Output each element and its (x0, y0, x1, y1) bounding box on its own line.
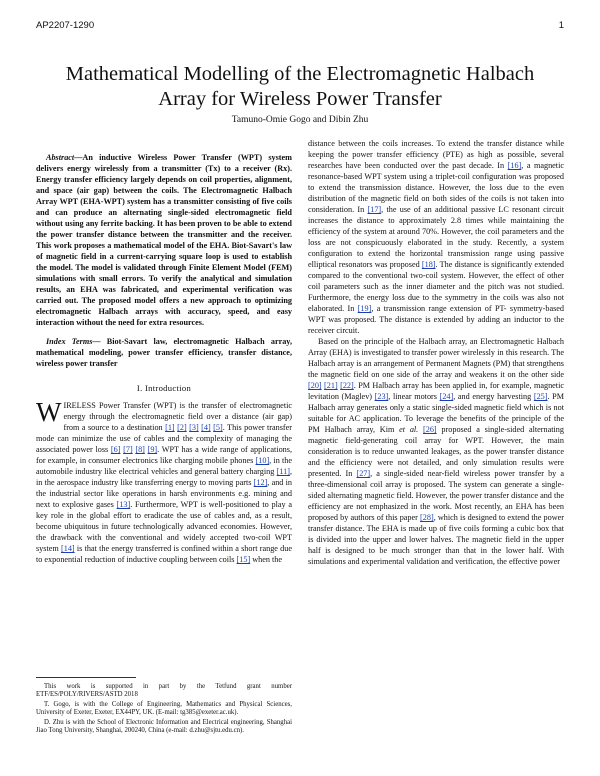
citation-link[interactable]: [18] (421, 260, 436, 269)
paper-title: Mathematical Modelling of the Electromagnetic Halbach Array for Wireless Power Transfer (65, 63, 535, 110)
footnote-author-zhu: D. Zhu is with the School of Electronic Information and Electrical engineering, Shanghai Jiao Tong University, Shanghai, 200240, China (e-mail: d.zhu@sjtu.edu.cn). (36, 718, 292, 735)
citation-link[interactable]: [9] (147, 445, 158, 454)
abstract-text: —An inductive Wireless Power Transfer (WPT) system delivers energy wirelessly from a transmitter (Tx) to a receiver (Rx). Energy transfer efficiency largely depends on coil properties, alignment, and space (air gap) between the coils. The Electromagnetic Halbach Array WPT (EHA-WPT) system has a transmitter consisting of five coils and can produce an alternating single-sided electromagnetic field without using any ferrite backing. It has been proven to be able to extend the power transfer distance between the transmitter and the receiver. This work proposes a mathematical model of the EHA. Biot-Savart's law of magnetic field in a current-carrying square loop is used to establish the model. The model is validated through Finite Element Model (FEM) simulations with small errors. To verify the analytical and simulation results, an EHA was fabricated, and experimental verification was carried out. The proposed model offers a new approach to optimizing electromagnetic Halbach arrays with accuracy, speed, and easy interaction without the need for extra resources. (36, 153, 292, 327)
right-paragraph-2 (308, 336, 564, 567)
citation-link[interactable]: [7] (123, 445, 133, 454)
citation-link[interactable]: [25] (533, 392, 548, 401)
citation-link[interactable]: [27] (356, 469, 371, 478)
footnote-rule (36, 677, 136, 678)
citation-link[interactable]: [17] (367, 205, 382, 214)
right-paragraph-1-text: distance between the coils increases. To extend the transfer distance while keeping the power transfer efficiency (PTE) as high as possible, several researches have been conducted over the past decade. In [16], a magnetic resonance-based WPT system using a triplet-coil configuration was proposed to extend the transmission distance. However, the loss due to the even distribution of the magnetic field on both sides of the coils is not taken into consideration. In [17], the use of an additional passive LC resonant circuit increases the distance to approximately 2.8 times while maintaining the efficiency of the system at around 70%. However, the coil parameters and the loss are not conspicuously elaborated in the study. Recently, a system configuration to extend the horizontal transmission range using passive elliptical resonators was proposed [18]. The distance is significantly extended compared to the conventional two-coil system. However, the effect of other coil parameters such as the inner diameter and the pitch was not studied. Furthermore, the energy loss due to the symmetry in the coils was also not elaborated. In [19], a transmission range extension of PT- symmetry-based WPT was proposed. The distance is extended by adding an inductor to the receiver circuit. (308, 139, 565, 335)
drop-cap: W (36, 397, 62, 427)
citation-link[interactable]: [20] (308, 381, 322, 390)
citation-link[interactable]: [3] (189, 423, 199, 432)
citation-link[interactable]: [21] (324, 381, 338, 390)
citation-link[interactable]: [23] (374, 392, 389, 401)
citation-link[interactable]: [22] (340, 381, 354, 390)
right-paragraph-2-text: Based on the principle of the Halbach array, an Electromagnetic Halbach Array (EHA) is investigated to transfer power wirelessly in this research. The Halbach array is an arrangement of Permanent Magnets (PM) that strengthens the magnetic field on one side of the array and weakens it on the other side [20] [21] [22]. PM Halbach array has been applied in, for example, magnetic levitation (Maglev) [23], linear motors [24], and energy harvesting [25]. PM Halbach array generates only a static single-sided magnetic field which is not suitable for AC application. To leverage the benefits of the principle of the PM Halbach array, Kim et al. [26] proposed a single-sided alternating magnetic field-generating coil array for WPT. However, the main consideration is to reduce unwanted leakages, as the power transfer distance and the efficiency were not detailed, and only simulation results were presented. In [27], a single-sided near-field wireless power transfer by a three-dimensional coil array is proposed. The system can generate a single-sided alternating magnetic field. However, the power transfer distance and the efficiency are not emphasized in the work. Most recently, an EHA has been proposed by authors of this paper [28], which is designed to extend the power transfer distance. The EHA is made up of five coils forming a cubic box that is divided into the upper and lower halves. The magnetic field in the upper half is designed to be much stronger than that in the lower half. With simulations and experimental validation and verification, the effective power (308, 337, 565, 566)
citation-link[interactable]: [1] (165, 423, 175, 432)
citation-link[interactable]: [24] (439, 392, 454, 401)
citation-link[interactable]: [14] (61, 544, 75, 553)
paper-id: AP2207-1290 (36, 20, 95, 31)
citation-link[interactable]: [13] (116, 500, 131, 509)
citation-link[interactable]: [26] (423, 425, 437, 434)
footnotes (36, 683, 292, 736)
citation-link[interactable]: [11] (276, 467, 290, 476)
abstract-label: Abstract (46, 153, 75, 162)
abstract (36, 152, 292, 328)
citation-link[interactable]: [12] (253, 478, 268, 487)
italic-text: et al. (399, 425, 419, 434)
intro-paragraph-1 (36, 397, 293, 565)
footnote-funding: This work is supported in part by the Tetfund grant number ETF/ES/POLY/RIVERS/ASTD 2018 (36, 683, 292, 699)
citation-link[interactable]: [28] (420, 513, 434, 522)
citation-link[interactable]: [8] (135, 445, 145, 454)
index-terms-label: Index Terms (46, 337, 93, 346)
right-paragraph-1 (308, 138, 564, 336)
citation-link[interactable]: [15] (236, 555, 251, 564)
index-terms-text: — Biot-Savart law, electromagnetic Halbach array, mathematical modeling, power transfer efficiency, transfer distance, wireless power transfer (36, 337, 292, 368)
index-terms (36, 336, 292, 369)
intro-paragraph-1-text: IRELESS Power Transfer (WPT) is the transfer of electromagnetic energy through the electromagnetic field over a distance (air gap) from a source to a destination [1] [2] [3] [4] [5]. This power transfer mode can minimize the use of cables and the complexity of managing the associated power loss [6] [7] [8] [9]. WPT has a wide range of applications, for example, in consumer electronics like charging mobile phones [10], in the automobile industry like electrical vehicles and general battery charging [11], in the aerospace industry like transferring energy to moving parts [12], and in the industrial sector like operations in harsh environments e.g. mining and next to explosive gases [13]. Furthermore, WPT is well-positioned to play a key role in the global effort to eradicate the use of cables and, as a result, become ubiquitous in future technologically advanced economies. However, the drawback with the conventional and widely accepted two-coil WPT system [14] is that the energy transferred is confined within a short range due to exponential reduction of inductive coupling between coils [15] when the (36, 401, 293, 564)
footnote-author-gogo: T. Gogo, is with the College of Engineering, Mathematics and Physical Sciences, University of Exeter, Exeter, EX44PY, UK. (E-mail: tg385@exeter.ac.uk). (36, 700, 292, 717)
citation-link[interactable]: [4] (201, 423, 211, 432)
citation-link[interactable]: [10] (255, 456, 270, 465)
citation-link[interactable]: [5] (213, 423, 223, 432)
citation-link[interactable]: [2] (177, 423, 187, 432)
authors: Tamuno-Omie Gogo and Dibin Zhu (231, 115, 369, 125)
right-column (308, 138, 564, 567)
section-heading-introduction: I. Introduction (136, 383, 192, 393)
left-column (36, 152, 292, 565)
citation-link[interactable]: [19] (357, 304, 372, 313)
page-number: 1 (558, 20, 564, 31)
citation-link[interactable]: [16] (507, 161, 522, 170)
citation-link[interactable]: [6] (110, 445, 121, 454)
